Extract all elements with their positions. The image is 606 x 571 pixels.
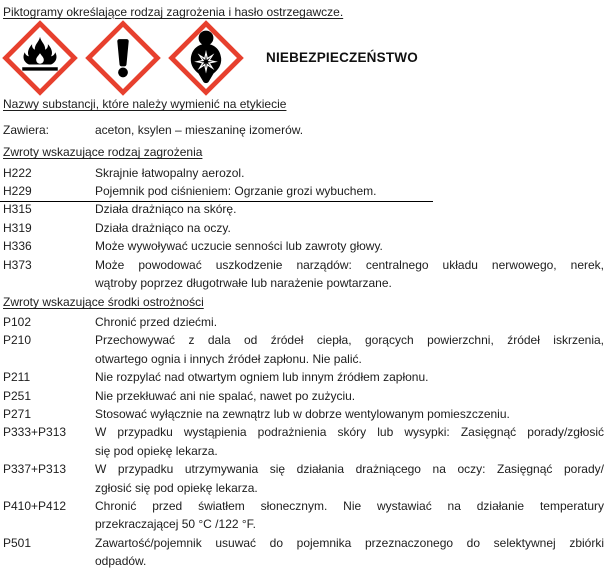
contains-row [3,121,604,139]
precaution-row [3,368,604,386]
hazard-row [3,237,604,255]
precaution-text: Przechowywać z dala od źródeł ciepła, gorących powierzchni, źródeł iskrzenia, [95,333,604,348]
precaution-row [3,313,604,331]
hazard-row [3,164,604,182]
signal-word: NIEBEZPIECZEŃSTWO [266,50,418,66]
hazard-text: Może powodować uszkodzenie narządów: centralnego układu nerwowego, nerek, [95,257,604,272]
precaution-text: się pod opiekę lekarza. [95,443,218,458]
hazard-code: H222 [3,165,32,180]
precaution-text: zgłosić się pod opiekę lekarza. [95,480,258,495]
precaution-row [3,405,604,423]
exclamation-mark-icon [86,21,160,95]
hazard-code: H229 [3,184,32,199]
precaution-text: Nie rozpylać nad otwartym ogniem lub innym źródłem zapłonu. [95,370,429,385]
precaution-row [3,387,604,405]
hazard-text: Działa drażniąco na oczy. [95,220,231,235]
hazard-text: Skrajnie łatwopalny aerozol. [95,165,245,180]
precaution-text: Zawartość/pojemnik usuwać do pojemnika przeznaczonego do selektywnej zbiórki [95,535,604,550]
precaution-text: W przypadku utrzymywania się działania drażniącego na oczy: Zasięgnąć porady/ [95,462,604,477]
hazard-text: Może wywoływać uczucie senności lub zawroty głowy. [95,239,383,254]
hazard-row [3,182,604,200]
precaution-code: P501 [3,535,32,550]
substances-heading: Nazwy substancji, które należy wymienić na etykiecie [3,97,287,112]
precaution-text: odpadów. [95,554,147,569]
precaution-text: Stosować wyłącznie na zewnątrz lub w dobrze wentylowanym pomieszczeniu. [95,406,510,421]
health-hazard-icon [169,21,243,95]
hazard-code: H319 [3,220,32,235]
precaution-row [3,497,604,534]
pictogram-row [3,21,604,95]
precaution-text: przekraczającej 50 °C /122 °F. [95,517,257,532]
contains-value: aceton, ksylen – mieszaninę izomerów. [95,122,304,137]
precaution-code: P251 [3,388,32,403]
precaution-code: P102 [3,314,32,329]
precaution-text: Nie przekłuwać ani nie spalać, nawet po zużyciu. [95,388,356,403]
precaution-text: Chronić przed dziećmi. [95,314,218,329]
precaution-row [3,460,604,497]
hazard-code: H315 [3,202,32,217]
precaution-code: P410+P412 [3,498,67,513]
hazard-statements [3,164,604,293]
precaution-text: otwartego ognia i innych źródeł zapłonu. Nie palić. [95,351,362,366]
precaution-code: P271 [3,406,32,421]
precaution-row [3,534,604,571]
precaution-code: P333+P313 [3,425,67,440]
hazard-text: Pojemnik pod ciśnieniem: Ogrzanie grozi wybuchem. [95,184,377,199]
hazard-row [3,200,604,218]
hazard-text: wątroby poprzez długotrwałe lub narażenie powtarzane. [95,276,392,291]
contains-label: Zawiera: [3,122,50,137]
flame-icon [3,21,77,95]
precaution-code: P211 [3,370,31,385]
precaution-code: P210 [3,333,32,348]
precaution-code: P337+P313 [3,462,67,477]
precaution-text: Chronić przed światłem słonecznym. Nie wystawiać na działanie temperatury [95,498,604,513]
hazard-text: Działa drażniąco na skórę. [95,202,237,217]
hazard-row [3,219,604,237]
hazard-code: H373 [3,257,32,272]
precaution-text: W przypadku wystąpienia podrażnienia skóry lub wysypki: Zasięgnąć porady/zgłosić [95,425,604,440]
hazard-heading: Zwroty wskazujące rodzaj zagrożenia [3,145,203,160]
page-title: Piktogramy określające rodzaj zagrożenia i hasło ostrzegawcze. [3,5,344,19]
precaution-heading: Zwroty wskazujące środki ostrożności [3,295,204,310]
hazard-code: H336 [3,239,32,254]
hazard-row [3,256,604,293]
precaution-row [3,331,604,368]
precaution-statements [3,313,604,571]
precaution-row [3,423,604,460]
